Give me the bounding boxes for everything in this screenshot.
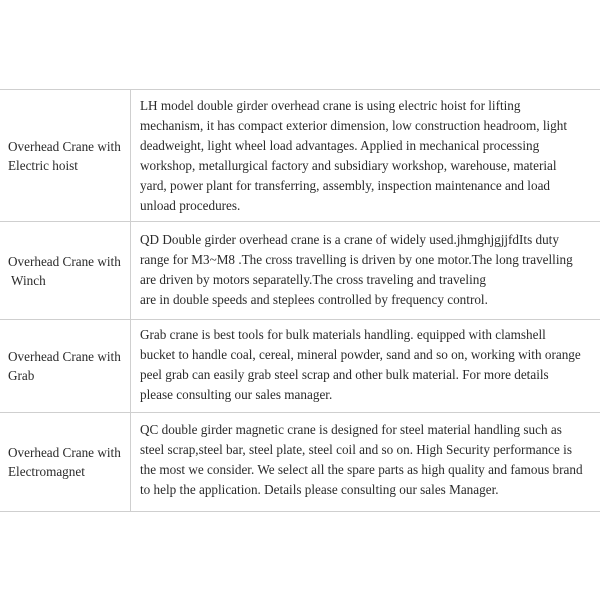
description-line: deadweight, light wheel load advantages. Applied in mechanical processing [140, 138, 540, 153]
description-line: yard, power plant for transferring, assembly, inspection maintenance and load [140, 178, 551, 193]
table-row [0, 222, 600, 320]
description-line: mechanism, it has compact exterior dimension, low construction headroom, light [140, 118, 568, 133]
crane-description-cell [131, 413, 600, 511]
description-line: Grab crane is best tools for bulk materials handling. equipped with clamshell [140, 327, 546, 342]
crane-type-cell [0, 413, 131, 511]
crane-type-name: Electric hoist [8, 157, 78, 173]
crane-type-cell [0, 320, 131, 412]
table-row [0, 320, 600, 413]
crane-type-name: Grab [8, 368, 35, 383]
description-line: steel scrap,steel bar, steel plate, steel coil and so on. High Security performance is [140, 442, 572, 457]
crane-type-name: Overhead Crane with [8, 349, 121, 364]
description-line: are in double speeds and steplees controlled by frequency control. [140, 292, 488, 307]
description-line: bucket to handle coal, cereal, mineral powder, sand and so on, working with orange [140, 347, 581, 362]
description-line: peel grab can easily grab steel scrap and other bulk material. For more details [140, 367, 549, 382]
crane-type-name: Winch [8, 272, 46, 288]
description-line: range for M3~M8 .The cross travelling is driven by one motor.The long travelling [140, 252, 573, 267]
description-line: the most we consider. We select all the spare parts as high quality and famous brand [140, 462, 583, 477]
crane-type-cell [0, 222, 131, 319]
crane-type-name: Overhead Crane with [8, 138, 121, 154]
description-line: are driven by motors separatelly.The cross traveling and traveling [140, 272, 486, 287]
table-row [0, 413, 600, 512]
crane-description-cell [131, 320, 600, 412]
description-line: please consulting our sales manager. [140, 387, 333, 402]
description-line: to help the application. Details please consulting our sales Manager. [140, 482, 499, 497]
description-line: unload procedures. [140, 198, 241, 213]
table-row [0, 90, 600, 222]
crane-type-name: Electromagnet [8, 464, 85, 479]
description-line: QC double girder magnetic crane is designed for steel material handling such as [140, 422, 562, 437]
crane-type-cell [0, 90, 131, 221]
crane-description-cell [131, 222, 600, 319]
description-line: LH model double girder overhead crane is using electric hoist for lifting [140, 98, 521, 113]
crane-type-name: Overhead Crane with [8, 445, 121, 460]
description-line: workshop, metallurgical factory and subsidiary workshop, warehouse, material [140, 158, 557, 173]
description-line: QD Double girder overhead crane is a crane of widely used.jhmghjgjjfdIts duty [140, 232, 559, 247]
crane-types-table [0, 89, 600, 512]
crane-type-name: Overhead Crane with [8, 253, 121, 269]
crane-description-cell [131, 90, 600, 221]
